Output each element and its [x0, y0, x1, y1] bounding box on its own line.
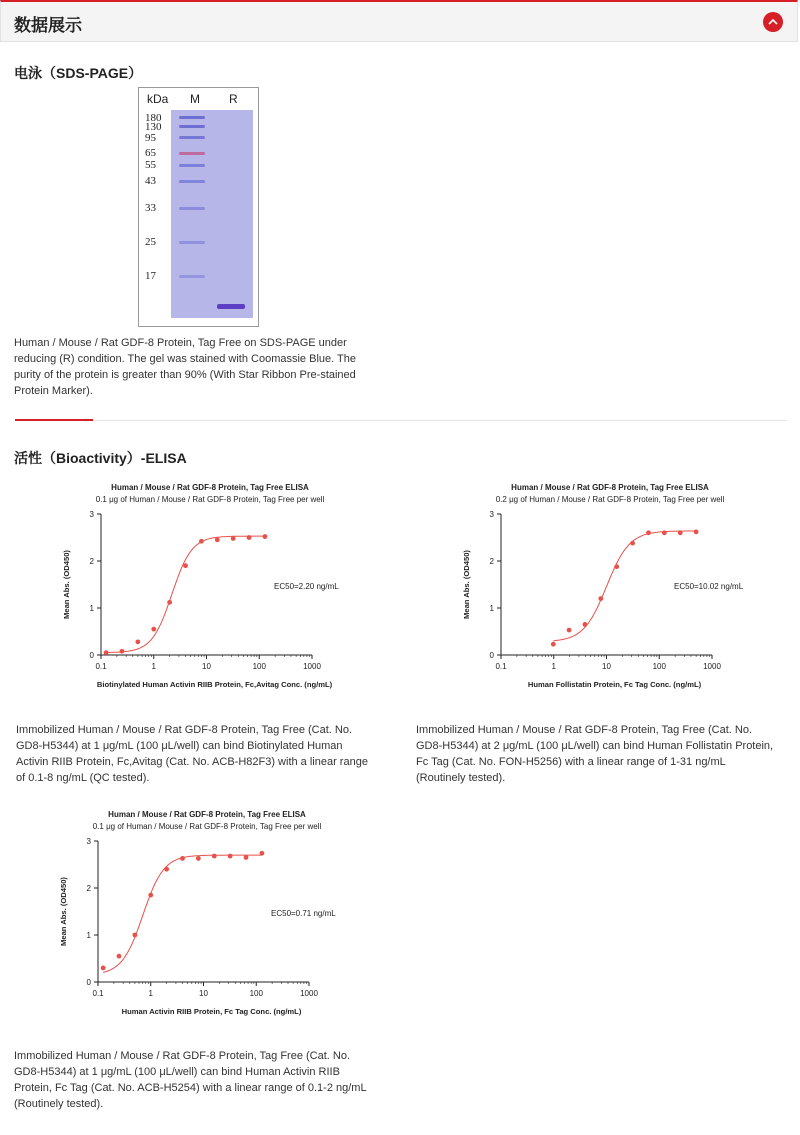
caption-line: Human / Mouse / Rat GDF-8 Protein, Tag Free on SDS-PAGE under — [14, 337, 347, 349]
caption-line: (Routinely tested). — [14, 1098, 104, 1110]
x-tick-label: 1 — [148, 989, 153, 998]
caption-line: Immobilized Human / Mouse / Rat GDF-8 Protein, Tag Free (Cat. No. — [16, 724, 353, 736]
x-tick-label: 10 — [602, 662, 611, 671]
y-tick-label: 0 — [86, 978, 91, 987]
chart-title: Human / Mouse / Rat GDF-8 Protein, Tag Free ELISA — [111, 483, 309, 492]
data-point — [247, 535, 252, 540]
data-point — [598, 596, 603, 601]
data-point — [117, 954, 122, 959]
mw-marker: 43 — [145, 175, 156, 187]
marker-band — [179, 125, 205, 128]
data-point — [567, 628, 572, 633]
y-tick-label: 2 — [489, 557, 494, 566]
data-point — [196, 856, 201, 861]
caption-line: purity of the protein is greater than 90% (With Star Ribbon Pre-stained — [14, 369, 356, 381]
caption-line: Protein, Fc Tag (Cat. No. ACB-H5254) with a linear range of 0.1-2 ng/mL — [14, 1082, 367, 1094]
y-tick-label: 0 — [489, 651, 494, 660]
data-point — [167, 600, 172, 605]
chart-subtitle: 0.1 μg of Human / Mouse / Rat GDF-8 Protein, Tag Free per well — [92, 822, 322, 831]
mw-marker: 95 — [145, 132, 156, 144]
mw-marker: 180 — [145, 112, 162, 124]
chevron-up-icon — [768, 18, 778, 26]
section-divider-accent — [15, 419, 93, 421]
data-point — [228, 854, 233, 859]
x-axis-label: Human Activin RIIB Protein, Fc Tag Conc. (ng/mL) — [121, 1007, 302, 1016]
data-point — [244, 855, 249, 860]
section-divider — [15, 420, 787, 421]
data-point — [694, 529, 699, 534]
data-point — [678, 530, 683, 535]
bioactivity-title: 活性（Bioactivity）-ELISA — [14, 450, 187, 466]
x-tick-label: 0.1 — [495, 662, 507, 671]
mw-marker: 33 — [145, 202, 156, 214]
x-axis-label: Human Follistatin Protein, Fc Tag Conc. (ng/mL) — [527, 680, 702, 689]
y-tick-label: 1 — [489, 604, 494, 613]
caption-line: Immobilized Human / Mouse / Rat GDF-8 Protein, Tag Free (Cat. No. — [416, 724, 753, 736]
data-point — [646, 530, 651, 535]
elisa-caption-3 — [14, 1048, 384, 1112]
x-tick-label: 100 — [652, 662, 666, 671]
mw-marker: 17 — [145, 270, 156, 282]
data-point — [662, 530, 667, 535]
data-point — [551, 642, 556, 647]
x-tick-label: 1000 — [303, 662, 321, 671]
x-tick-label: 100 — [249, 989, 263, 998]
data-point — [120, 649, 125, 654]
y-tick-label: 1 — [89, 604, 94, 613]
data-point — [180, 856, 185, 861]
chart-subtitle: 0.2 μg of Human / Mouse / Rat GDF-8 Protein, Tag Free per well — [495, 495, 725, 504]
sds-page-title: 电泳（SDS-PAGE） — [14, 65, 143, 81]
marker-band — [179, 116, 205, 119]
caption-line: reducing (R) condition. The gel was stained with Coomassie Blue. The — [14, 353, 356, 365]
x-tick-label: 1 — [151, 662, 156, 671]
y-axis-label: Mean Abs. (OD450) — [462, 550, 471, 619]
section-title: 数据展示 — [14, 16, 82, 35]
sds-page-gel-image — [138, 87, 259, 327]
x-tick-label: 1000 — [300, 989, 318, 998]
marker-band — [179, 180, 205, 183]
data-point — [164, 867, 169, 872]
data-point — [199, 539, 204, 544]
data-point — [583, 622, 588, 627]
y-tick-label: 2 — [86, 884, 91, 893]
data-point — [151, 627, 156, 632]
y-tick-label: 3 — [89, 510, 94, 519]
x-tick-label: 100 — [252, 662, 266, 671]
gel-lane-area — [171, 110, 253, 318]
y-tick-label: 3 — [489, 510, 494, 519]
collapse-button[interactable] — [763, 12, 783, 32]
data-point — [231, 536, 236, 541]
fit-curve — [103, 855, 262, 972]
data-point — [183, 563, 188, 568]
y-tick-label: 3 — [86, 837, 91, 846]
mw-marker: 65 — [145, 147, 156, 159]
marker-band — [179, 241, 205, 244]
y-axis-label: Mean Abs. (OD450) — [59, 877, 68, 946]
caption-line: Activin RIIB Protein, Fc,Avitag (Cat. No. ACB-H82F3) with a linear range — [16, 756, 368, 768]
caption-line: Immobilized Human / Mouse / Rat GDF-8 Protein, Tag Free (Cat. No. — [14, 1050, 351, 1062]
data-point — [614, 564, 619, 569]
y-tick-label: 2 — [89, 557, 94, 566]
elisa-chart-1 — [55, 478, 375, 696]
fit-curve — [106, 536, 265, 652]
gel-reduced-lane-label: R — [229, 92, 238, 106]
elisa-chart-2 — [455, 478, 775, 696]
ec50-annotation: EC50=10.02 ng/mL — [674, 582, 744, 591]
mw-marker: 55 — [145, 159, 156, 171]
caption-line: Protein Marker). — [14, 385, 93, 397]
data-point — [148, 893, 153, 898]
x-tick-label: 0.1 — [95, 662, 107, 671]
marker-band — [179, 164, 205, 167]
data-point — [260, 851, 265, 856]
caption-line: GD8-H5344) at 1 μg/mL (100 μL/well) can bind Biotinylated Human — [16, 740, 343, 752]
data-point — [212, 854, 217, 859]
x-tick-label: 0.1 — [92, 989, 104, 998]
sds-page-caption — [14, 335, 374, 399]
x-axis-label: Biotinylated Human Activin RIIB Protein, Fc,Avitag Conc. (ng/mL) — [96, 680, 333, 689]
caption-line: (Routinely tested). — [416, 772, 506, 784]
x-tick-label: 1000 — [703, 662, 721, 671]
marker-band — [179, 275, 205, 278]
x-tick-label: 10 — [199, 989, 208, 998]
chart-title: Human / Mouse / Rat GDF-8 Protein, Tag Free ELISA — [108, 810, 306, 819]
ec50-annotation: EC50=0.71 ng/mL — [271, 909, 336, 918]
x-tick-label: 10 — [202, 662, 211, 671]
protein-band — [217, 304, 245, 309]
x-tick-label: 1 — [551, 662, 556, 671]
gel-kda-label: kDa — [147, 92, 169, 106]
y-axis-label: Mean Abs. (OD450) — [62, 550, 71, 619]
caption-line: GD8-H5344) at 2 μg/mL (100 μL/well) can bind Human Follistatin Protein, — [416, 740, 774, 752]
y-tick-label: 0 — [89, 651, 94, 660]
elisa-caption-2 — [416, 722, 791, 786]
data-point — [215, 537, 220, 542]
data-point — [135, 639, 140, 644]
elisa-chart-3 — [52, 805, 372, 1023]
mw-marker: 25 — [145, 236, 156, 248]
y-tick-label: 1 — [86, 931, 91, 940]
elisa-caption-1 — [16, 722, 386, 786]
data-point — [132, 933, 137, 938]
data-point — [104, 650, 109, 655]
marker-band — [179, 207, 205, 210]
chart-subtitle: 0.1 μg of Human / Mouse / Rat GDF-8 Protein, Tag Free per well — [95, 495, 325, 504]
gel-marker-lane-label: M — [190, 92, 200, 106]
caption-line: GD8-H5344) at 1 μg/mL (100 μL/well) can bind Human Activin RIIB — [14, 1066, 340, 1078]
caption-line: Fc Tag (Cat. No. FON-H5256) with a linear range of 1-31 ng/mL — [416, 756, 726, 768]
data-point — [630, 541, 635, 546]
marker-band — [179, 136, 205, 139]
data-point — [101, 966, 106, 971]
marker-band — [179, 152, 205, 155]
section-header — [0, 0, 798, 42]
chart-title: Human / Mouse / Rat GDF-8 Protein, Tag Free ELISA — [511, 483, 709, 492]
ec50-annotation: EC50=2.20 ng/mL — [274, 582, 339, 591]
data-point — [263, 534, 268, 539]
mw-marker: 130 — [145, 121, 162, 133]
caption-line: of 0.1-8 ng/mL (QC tested). — [16, 772, 150, 784]
